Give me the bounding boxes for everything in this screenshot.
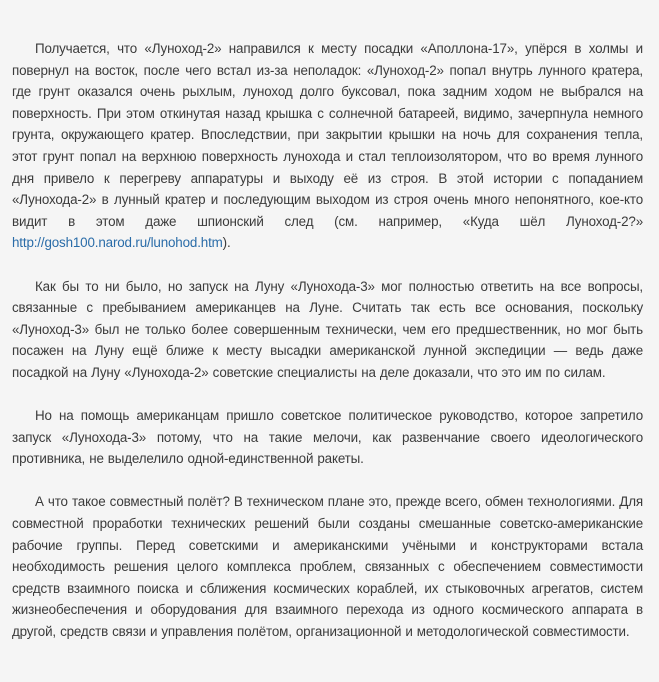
article-body bbox=[12, 38, 643, 664]
paragraph-text-tail: ). bbox=[222, 235, 231, 251]
paragraph-text: Получается, что «Луноход-2» направился к месту посадки «Аполлона-17», упёрся в холмы и повернул на восток, после чего встал из-за неполадок: «Луноход-2» попал внутрь лунного кратера, где грунт оказался очень рыхлым, луноход долго буксовал, пока задним ходом не выбрался на поверхность. При этом откинутая назад крышка с солнечной батареей, видимо, зачерпнула немного грунта, окружающего кратер. Впоследствии, при закрытии крышки на ночь для сохранения тепла, этот грунт попал на верхнюю поверхность лунохода и стал теплоизолятором, что во время лунного дня привело к перегреву аппаратуры и выходу её из строя. В этой истории с попаданием «Лунохода-2» в лунный кратер и последующим выходом из строя очень много непонятного, кое-кто видит в этом даже шпионский след (см. например, «Куда шёл Луноход-2?» bbox=[12, 41, 643, 229]
paragraph-joint-flight: А что такое совместный полёт? В техническом плане это, прежде всего, обмен технологиями. Для совместной проработки технических решений были созданы смешанные советско-американские рабочие группы. Перед советскими и американскими учёными и конструкторами встала необходимость решения целого комплекса проблем, связанных с обеспечением совместимости средств взаимного поиска и сближения космических кораблей, их стыковочных агрегатов, систем жизнеобеспечения и оборудования для взаимного перехода из одного космического аппарата в другой, средств связи и управления полётом, организационной и методологической совместимости. bbox=[12, 494, 643, 640]
lunohod-link[interactable]: http://gosh100.narod.ru/lunohod.htm bbox=[12, 235, 223, 251]
paragraph-political-leadership: Но на помощь американцам пришло советское политическое руководство, которое запретило запуск «Лунохода-3» потому, что на такие мелочи, как развенчание своего идеологического противника, не выделелило одной-единственной ракеты. bbox=[12, 408, 643, 467]
paragraph-lunokhod-3-launch: Как бы то ни было, но запуск на Луну «Лунохода-3» мог полностью ответить на все вопросы, связанные с пребыванием американцев на Луне. Считать так есть все основания, поскольку «Луноход-3» был не только более совершенным технически, чем его предшественник, но мог быть посажен на Луну ещё ближе к месту высадки американской лунной экспедиции — ведь даже посадкой на Луну «Лунохода-2» советские специалисты на деле доказали, что это им по силам. bbox=[12, 278, 643, 380]
paragraph-lunokhod-2-crater bbox=[12, 38, 643, 254]
